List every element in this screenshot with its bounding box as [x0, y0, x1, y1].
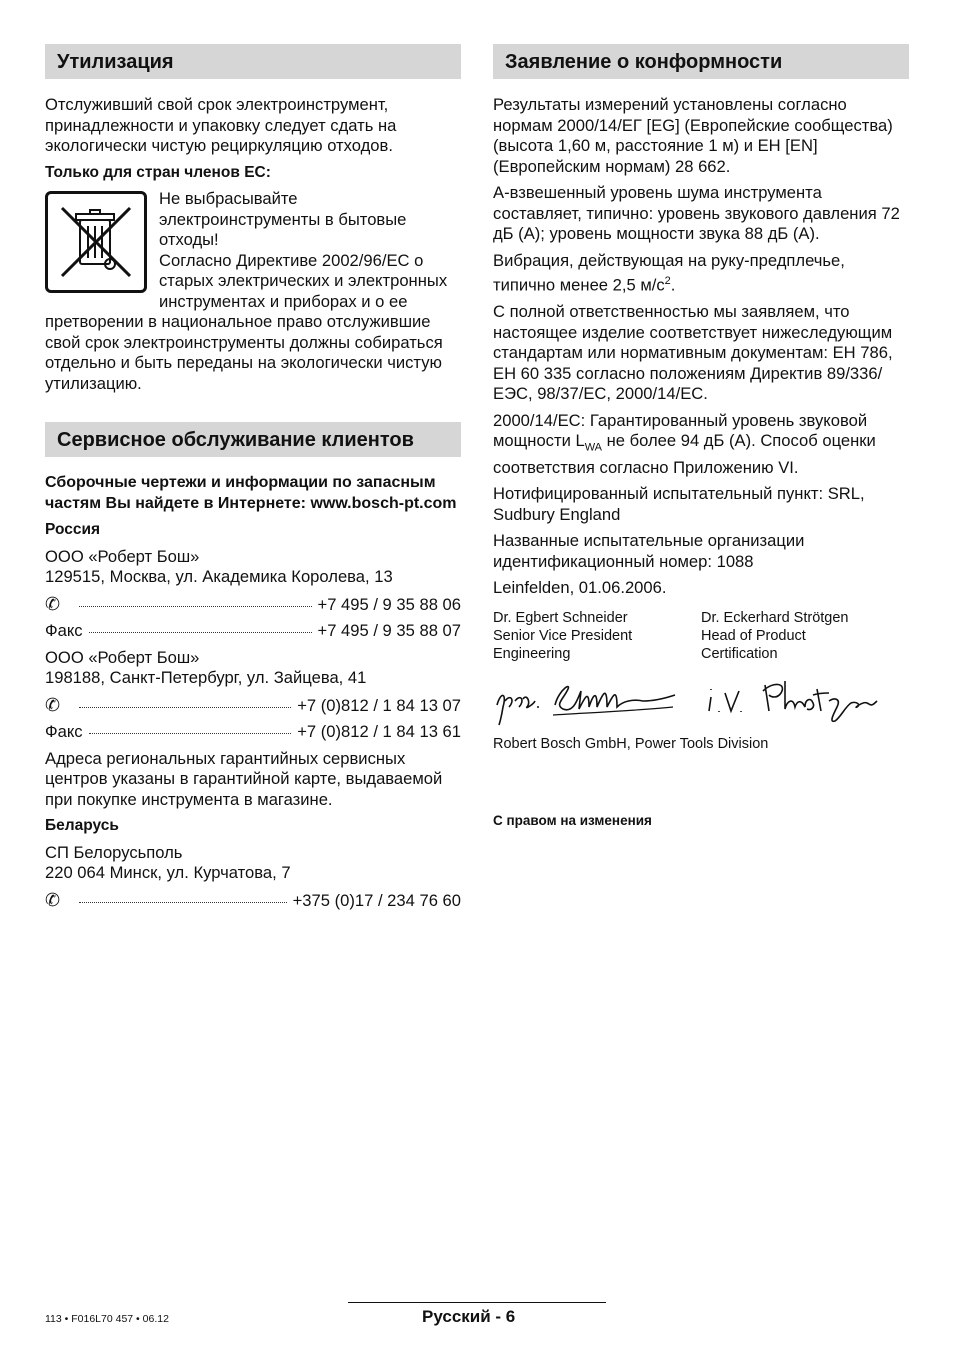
by-phone: +375 (0)17 / 234 76 60: [292, 890, 461, 910]
office1-name: ООО «Роберт Бош»: [45, 546, 200, 566]
conformity-p6: Нотифицированный испытательный пункт: SRL, Sudbury England: [493, 484, 865, 524]
by-address: 220 064 Минск, ул. Курчатова, 7: [45, 863, 291, 882]
signatories: [493, 609, 909, 663]
service-intro: Сборочные чертежи и информации по запасным частям Вы найдете в Интернете: www.bosch-pt.com: [45, 474, 457, 512]
phone-icon: ✆: [45, 593, 61, 614]
conformity-p5: 2000/14/ЕС: Гарантированный уровень звуковой мощности $L_{WA}$ не более 94 дБ (А). Способ оценки соответствия согласно Приложению VI.: [493, 410, 876, 477]
by-phone-row: [45, 890, 461, 912]
service-heading: Сервисное обслуживание клиентов: [45, 422, 461, 457]
signatory-1: Dr. Egbert Schneider Senior Vice President Engineering: [493, 609, 633, 662]
belarus-label: Беларусь: [45, 817, 119, 834]
office2-phone-row: [45, 695, 461, 717]
office1-fax-row: [45, 621, 461, 642]
signature-schneider: [493, 671, 701, 731]
dot-leader: [89, 733, 292, 734]
office1-phone: +7 495 / 9 35 88 06: [317, 594, 461, 614]
footer-rule: [348, 1302, 606, 1303]
signature-stroetgen: [701, 671, 909, 731]
left-column: [45, 44, 461, 911]
signatory-2: Dr. Eckerhard Strötgen Head of Product Certification: [701, 609, 849, 662]
russia-label: Россия: [45, 521, 101, 538]
right-column: [493, 44, 909, 831]
office2-address: 198188, Санкт-Петербург, ул. Зайцева, 41: [45, 668, 367, 687]
changes-notice: С правом на изменения: [493, 812, 652, 828]
signatures: [493, 671, 909, 731]
conformity-heading: Заявление о конформности: [493, 44, 909, 79]
office2-name: ООО «Роберт Бош»: [45, 647, 200, 667]
company-name: Robert Bosch GmbH, Power Tools Division: [493, 735, 769, 752]
conformity-p3: Вибрация, действующая на руку-предплечье, типично менее 2,5 $м/с^2$.: [493, 250, 845, 295]
fax-label: Факс: [45, 722, 83, 741]
eu-text-2: Согласно Директиве 2002/96/ЕС о старых электрических и электронных инструментах и приборах и о ее претворении в национальное право отслужившие свой срок электроинструменты должны собираться отдельно и быть переданы на экологически чистую утилизацию.: [45, 250, 448, 393]
dot-leader: [79, 707, 291, 708]
phone-icon: ✆: [45, 889, 61, 910]
by-name: СП Белорусьполь: [45, 842, 183, 862]
eu-notice: [45, 189, 461, 394]
office1-fax: +7 495 / 9 35 88 07: [317, 621, 461, 640]
phone-icon: ✆: [45, 694, 61, 715]
office2-fax-row: [45, 722, 461, 743]
place-date: Leinfelden, 01.06.2006.: [493, 578, 667, 598]
office2-fax: +7 (0)812 / 1 84 13 61: [297, 722, 461, 741]
conformity-p7: Названные испытательные организации идентификационный номер: 1088: [493, 531, 805, 571]
dot-leader: [79, 606, 312, 607]
crossed-bin-icon: [45, 191, 147, 293]
office1-phone-row: [45, 594, 461, 616]
conformity-p2: А-взвешенный уровень шума инструмента составляет, типично: уровень звукового давления 72 дБ (А); уровень мощности звука 88 дБ (А).: [493, 183, 900, 243]
office1-address: 129515, Москва, ул. Академика Королева, 13: [45, 567, 393, 586]
eu-only-label: Только для стран членов ЕС:: [45, 163, 271, 181]
disposal-heading: Утилизация: [45, 44, 461, 79]
eu-text-1: Не выбрасывайте электроинструменты в бытовые отходы!: [159, 189, 407, 249]
office2-phone: +7 (0)812 / 1 84 13 07: [297, 695, 461, 715]
dot-leader: [79, 902, 287, 903]
dot-leader: [89, 632, 312, 633]
page-number: Русский - 6: [422, 1307, 516, 1326]
fax-label: Факс: [45, 621, 83, 640]
footer-code: 113 • F016L70 457 • 06.12: [45, 1313, 169, 1325]
disposal-text: Отслуживший свой срок электроинструмент, принадлежности и упаковку следует сдать на экологически чистую рециркуляцию отходов.: [45, 95, 397, 155]
conformity-p1: Результаты измерений установлены согласно нормам 2000/14/ЕГ [EG] (Европейские сообщества) (высота 1,60 м, расстояние 1 м) и ЕН [EN] (Европейским нормам) 28 662.: [493, 95, 893, 176]
regional-text: Адреса региональных гарантийных сервисных центров указаны в гарантийной карте, выдаваемой при покупке инструмента в магазине.: [45, 748, 443, 809]
conformity-p4: С полной ответственностью мы заявляем, что настоящее изделие соответствует нижеследующим стандартам или нормативным документам: ЕН 786, ЕН 60 335 согласно положениям Директив 89/336/ЕЭС, 98/37/ЕС, 2000/14/ЕС.: [493, 302, 893, 404]
